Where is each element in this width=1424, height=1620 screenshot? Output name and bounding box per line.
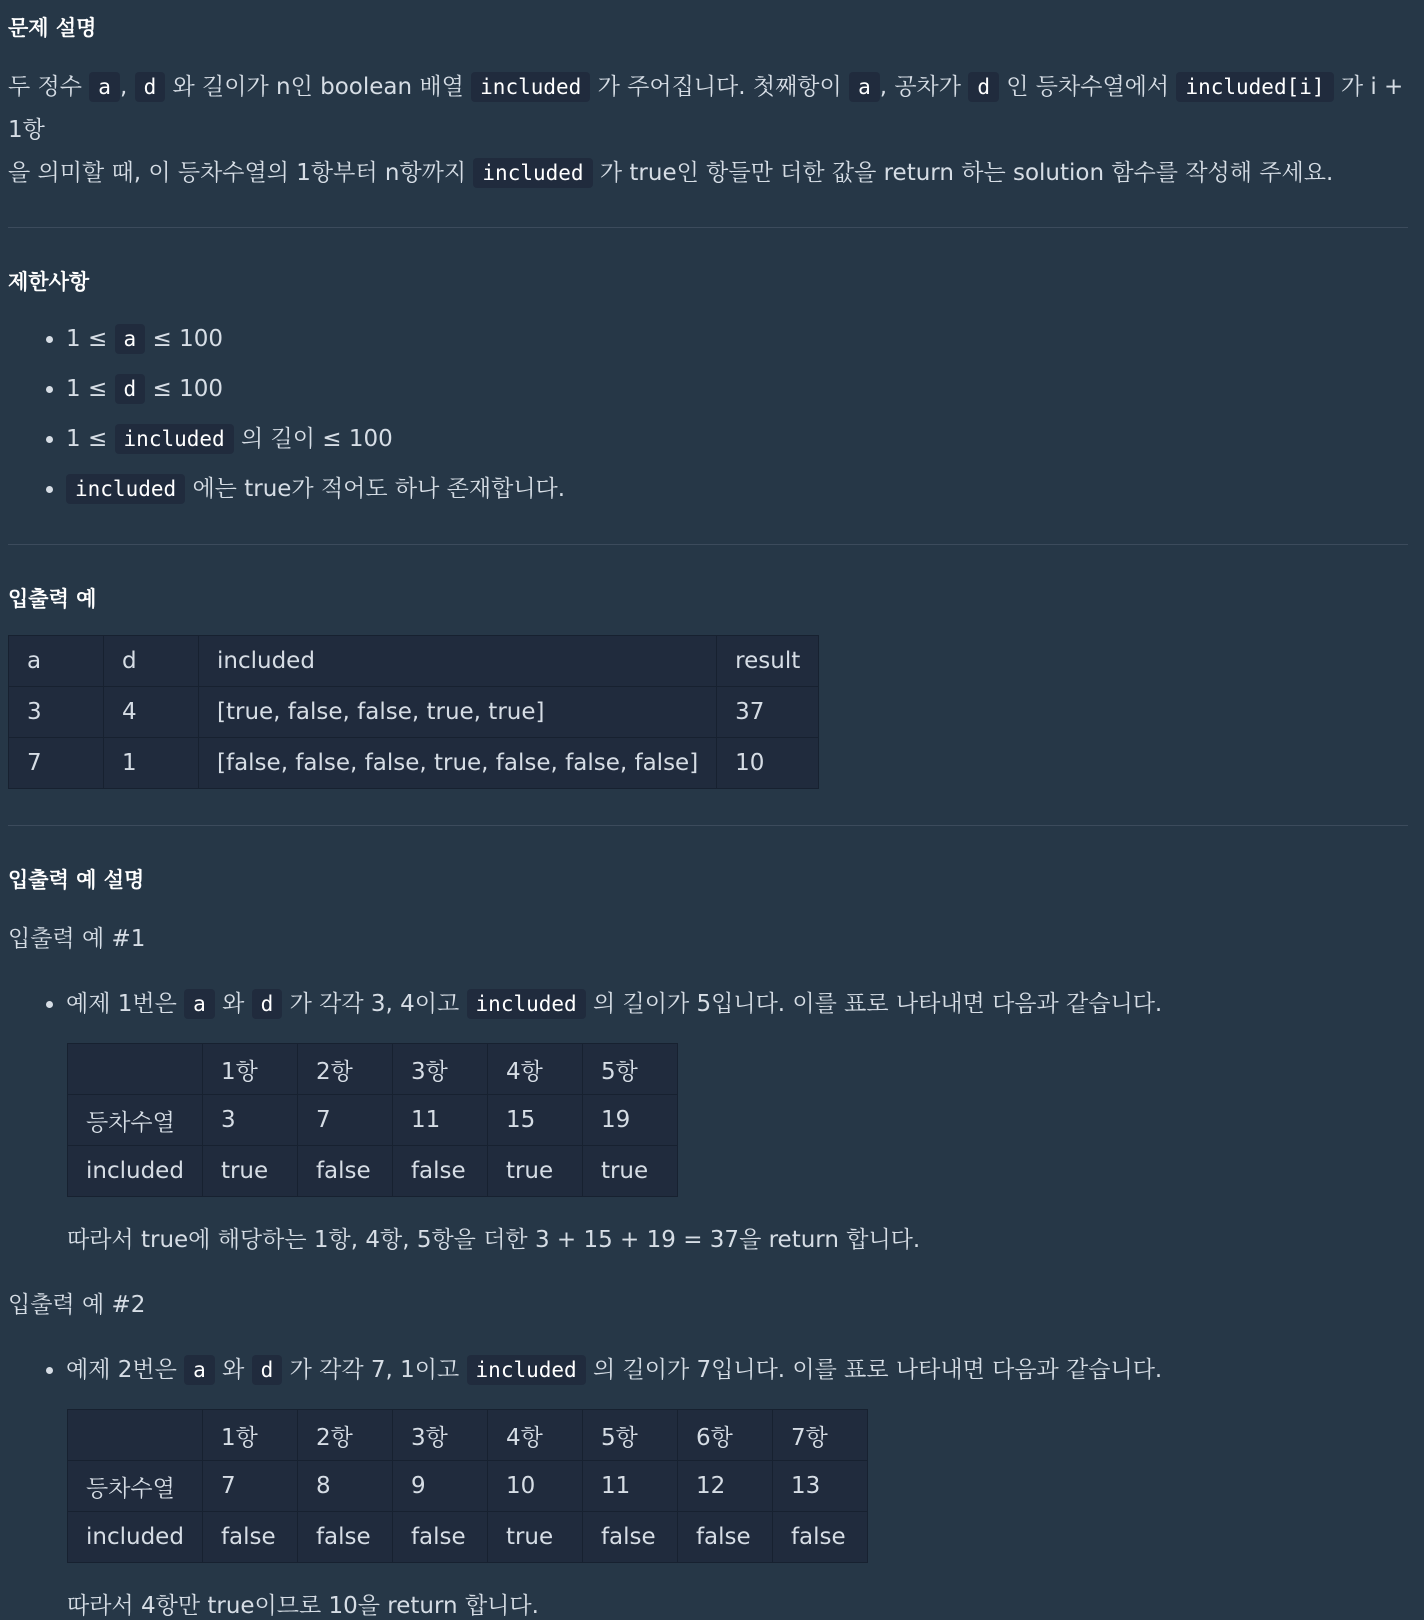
table-cell: 5항 (582, 1044, 677, 1095)
io-table-row (9, 738, 819, 789)
table-cell: 4항 (487, 1044, 582, 1095)
io-cell: [true, false, false, true, true] (199, 687, 717, 738)
table-cell: 5항 (582, 1410, 677, 1461)
example-2-header-row (68, 1410, 868, 1461)
table-cell: 3 (202, 1095, 297, 1146)
code-d: d (968, 72, 999, 102)
table-cell: 7 (297, 1095, 392, 1146)
table-cell: 2항 (297, 1410, 392, 1461)
example-1-list (8, 979, 1408, 1029)
code-included: included (115, 424, 234, 454)
table-cell: 등차수열 (68, 1095, 203, 1146)
table-cell: false (392, 1146, 487, 1197)
example-2-bullet: • 예제 2번은 a 와 d 가 각각 7, 1이고 included 의 길이가 7입니다. 이를 표로 나타내면 다음과 같습니다. (66, 1345, 1408, 1395)
example-1-note: 따라서 true에 해당하는 1항, 4항, 5항을 더한 3 + 15 + 19 = 37을 return 합니다. (67, 1227, 921, 1253)
table-cell: 1항 (202, 1410, 297, 1461)
code-included: included (471, 72, 590, 102)
code-a: a (115, 324, 146, 354)
table-cell: 12 (677, 1461, 772, 1512)
description-heading: 문제 설명 (8, 16, 97, 40)
table-cell: 3항 (392, 1410, 487, 1461)
table-cell: 19 (582, 1095, 677, 1146)
code-included: included (473, 158, 592, 188)
table-cell (68, 1044, 203, 1095)
table-cell: true (202, 1146, 297, 1197)
table-cell: false (677, 1512, 772, 1563)
example-2-table (67, 1409, 868, 1563)
table-cell: 2항 (297, 1044, 392, 1095)
explain-heading: 입출력 예 설명 (8, 868, 145, 892)
example-1-header-row (68, 1044, 678, 1095)
code-a: a (184, 989, 215, 1019)
table-cell: 3항 (392, 1044, 487, 1095)
code-included: included (66, 474, 185, 504)
io-cell: 10 (717, 738, 819, 789)
io-cell: [false, false, false, true, false, false, false] (199, 738, 717, 789)
table-cell: 등차수열 (68, 1461, 203, 1512)
constraint-item: • 1 ≤ a ≤ 100 (66, 314, 1408, 364)
constraints-heading: 제한사항 (8, 270, 90, 294)
code-d: d (115, 374, 146, 404)
table-cell: 7항 (772, 1410, 867, 1461)
table-cell: 15 (487, 1095, 582, 1146)
table-cell: 11 (392, 1095, 487, 1146)
table-cell: false (297, 1146, 392, 1197)
io-header-cell: d (104, 636, 199, 687)
table-cell: 8 (297, 1461, 392, 1512)
code-a: a (184, 1355, 215, 1385)
table-cell: true (487, 1512, 582, 1563)
table-cell: 10 (487, 1461, 582, 1512)
io-header-cell: included (199, 636, 717, 687)
example-1-included-row (68, 1146, 678, 1197)
example-2-seq-row (68, 1461, 868, 1512)
example-1-seq-row (68, 1095, 678, 1146)
example-2-list (8, 1345, 1408, 1395)
example-2-note: 따라서 4항만 true이므로 10을 return 합니다. (67, 1593, 539, 1619)
example-1-title: 입출력 예 #1 (8, 926, 146, 952)
code-d: d (135, 72, 166, 102)
example-1-bullet: • 예제 1번은 a 와 d 가 각각 3, 4이고 included 의 길이가 5입니다. 이를 표로 나타내면 다음과 같습니다. (66, 979, 1408, 1029)
table-cell: included (68, 1512, 203, 1563)
table-cell: 9 (392, 1461, 487, 1512)
code-included: included (467, 989, 586, 1019)
table-cell: 6항 (677, 1410, 772, 1461)
constraint-item: • 1 ≤ included 의 길이 ≤ 100 (66, 414, 1408, 464)
code-included-i: included[i] (1176, 72, 1333, 102)
table-cell: false (202, 1512, 297, 1563)
io-heading: 입출력 예 (8, 587, 97, 611)
table-cell: false (582, 1512, 677, 1563)
io-cell: 1 (104, 738, 199, 789)
table-cell: false (297, 1512, 392, 1563)
table-cell: included (68, 1146, 203, 1197)
table-cell: false (392, 1512, 487, 1563)
table-cell: 1항 (202, 1044, 297, 1095)
io-cell: 4 (104, 687, 199, 738)
table-cell: true (582, 1146, 677, 1197)
code-included: included (467, 1355, 586, 1385)
io-cell: 37 (717, 687, 819, 738)
code-a: a (849, 72, 880, 102)
table-cell: true (487, 1146, 582, 1197)
io-table-row (9, 687, 819, 738)
table-cell: 4항 (487, 1410, 582, 1461)
code-d: d (252, 1355, 283, 1385)
io-header-cell: result (717, 636, 819, 687)
table-cell: 7 (202, 1461, 297, 1512)
constraint-item: • 1 ≤ d ≤ 100 (66, 364, 1408, 414)
constraint-item: • included 에는 true가 적어도 하나 존재합니다. (66, 464, 1408, 514)
example-1-table (67, 1043, 678, 1197)
code-d: d (252, 989, 283, 1019)
code-a: a (89, 72, 120, 102)
table-cell (68, 1410, 203, 1461)
io-cell: 3 (9, 687, 104, 738)
io-table (8, 635, 819, 789)
constraints-list (8, 314, 1408, 514)
description-text: 두 정수 a , d 와 길이가 n인 boolean 배열 included 가 주어집니다. 첫째항이 a , 공차가 d 인 등차수열에서 included[i] 가 i + 1항 을 의미할 때, 이 등차수열의 1항부터 n항까지 included 가 true인 항들만 더한 값을 return 하는 solution 함수를 작성해 주세요. (8, 74, 1404, 186)
io-header-cell: a (9, 636, 104, 687)
example-2-title: 입출력 예 #2 (8, 1292, 146, 1318)
table-cell: 11 (582, 1461, 677, 1512)
io-table-header (9, 636, 819, 687)
table-cell: false (772, 1512, 867, 1563)
table-cell: 13 (772, 1461, 867, 1512)
example-2-included-row (68, 1512, 868, 1563)
io-cell: 7 (9, 738, 104, 789)
